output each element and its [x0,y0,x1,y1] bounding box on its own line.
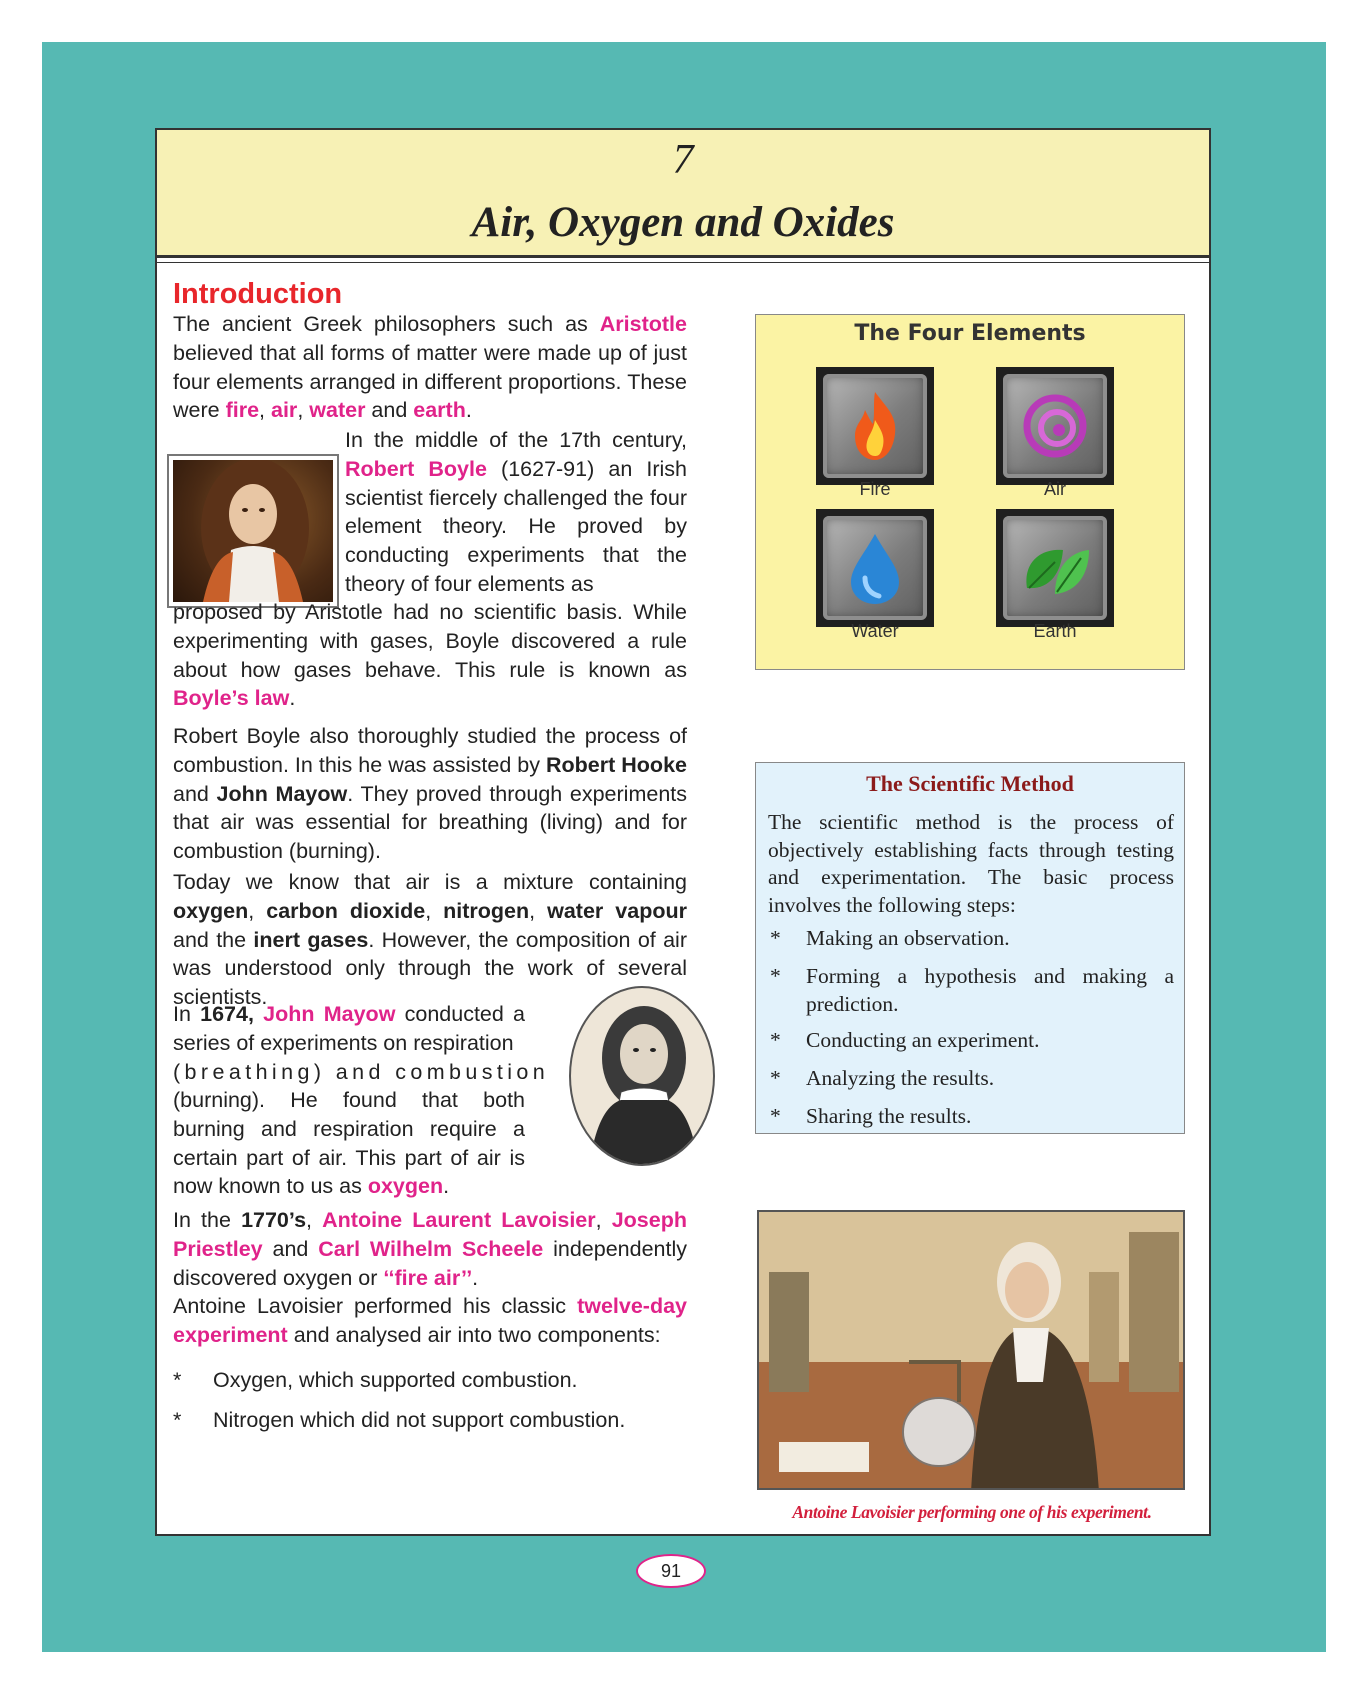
intro-heading: Introduction [173,278,343,310]
chapter-number: 7 [672,137,694,183]
four-elements-title: The Four Elements [854,321,1086,346]
fire-tile [816,367,934,485]
header-divider [157,262,1209,263]
intro-paragraph-1: The ancient Greek philosophers such as Aristotle believed that all forms of matter were made up of just four elements arranged in different proportions. These were fire, air, water and earth. [173,312,687,423]
page-number: 91 [636,1554,706,1588]
robert-boyle-portrait [167,454,339,608]
intro-paragraph-5a: In 1674, John Mayow conducted a series of experiments on respiration [173,1002,526,1055]
john-mayow-portrait [569,986,715,1166]
earth-label: Earth [1033,621,1077,641]
intro-paragraph-4: Today we know that air is a mixture containing oxygen, carbon dioxide, nitrogen, water vapour and the inert gases. However, the composition of air was understood only through the work of several scientists. [173,870,687,1010]
scientific-method-title: The Scientific Method [866,771,1074,796]
earth-tile [996,509,1114,627]
lavoisier-caption: Antoine Lavoisier performing one of his experiment. [792,1502,1152,1522]
air-swirl-icon [1015,386,1095,466]
chapter-header [157,130,1209,258]
scientific-method-text: The scientific method is the process of objectively establishing facts through testing and experimentation. The basic process involves the following steps: [768,810,1174,917]
four-elements-box [755,314,1185,670]
fire-icon [835,386,915,466]
leaf-icon [1015,528,1095,608]
water-label: Water [851,621,899,641]
fire-label: Fire [859,479,891,499]
intro-paragraph-5b: (burning). He found that both burning and respiration require a certain part of air. This part of air is now known to us as oxygen. [173,1088,525,1199]
water-tile [816,509,934,627]
scientific-method-box: The Scientific Method The scientific method is the process of objectively establishing facts through testing and experimentation. The basic process involves the following steps: * Making an observation. * Forming a hypothesis and making a prediction. * Conducting an experiment. * Analyzing the results. * Sharing the results. [755,762,1185,1134]
chapter-title: Air, Oxygen and Oxides [471,199,895,246]
intro-paragraph-6: In the 1770’s, Antoine Laurent Lavoisier, Joseph Priestley and Carl Wilhelm Scheele independently discovered oxygen or ‘‘fire air’’. [173,1208,687,1290]
textbook-page: 7 Air, Oxygen and Oxides Introduction The ancient Greek philosophers such as Aristotle believed that all forms of matter were made up of just four elements arranged in different proportions. These were fire, air, water and earth. In the middle of the 17th century, Robert Boyle (1627-91) an Irish scientist fiercely challenged the four element theory. He proved by conducting experiments that the theory of four elements as proposed by Aristotle had no scientific basis. While experimenting with gases, Boyle discovered a rule about how gases behave. This rule is known as Boyle’s law. Robert Boyle also thoroughly studied the process of combustion. In this he was assisted by Robert Hooke and John Mayow. They proved through experiments that air was essential for breathing (living) and for combustion (burning). Today we know that air is a mixture containing oxygen, carbon dioxide, nitrogen, water vapour and the inert gases. However, the composition of air was understood only through the work of several scientists. In 1674, John Mayow conducted a series of experiments on respiration (breathing) and combustion (burning). He found that both burning and respiration require a certain part of air. This part of air is now known to us as oxygen. In the 1770’s, Antoine Laurent Lavoisier, Joseph Priestley and Carl Wilhelm Scheele independently discovered oxygen or ‘‘fire air’’. Antoine Lavoisier performed his classic twelve-day experiment and analysed air into two components: * Oxygen, which supported combustion. * Nitrogen which did not support combustion. The Four Elements Fire Air Water Earth The Scientific Method The scientific method is the process of objectively establishing facts through testing and experimentation. The basic process involves the following steps: * Making an observation. * Forming a hypothesis and making a prediction. * Conducting an experiment. * Analyzing the results. * Sharing the results. Antoine Lavoisier performing one of his experiment. [155,128,1211,1536]
intro-paragraph-7: Antoine Lavoisier performed his classic twelve-day experiment and analysed air into two components: [173,1294,687,1347]
water-drop-icon [835,528,915,608]
lavoisier-illustration [757,1210,1185,1490]
air-label: Air [1044,479,1066,499]
intro-paragraph-2b: proposed by Aristotle had no scientific basis. While experimenting with gases, Boyle discovered a rule about how gases behave. This rule is known as Boyle’s law. [173,600,687,711]
intro-paragraph-5-spaced: (breathing) and combustion [173,1060,550,1084]
intro-paragraph-2a: In the middle of the 17th century, Robert Boyle (1627-91) an Irish scientist fiercely challenged the four element theory. He proved by conducting experiments that the theory of four elements as [345,428,687,596]
air-tile [996,367,1114,485]
intro-paragraph-3: Robert Boyle also thoroughly studied the process of combustion. In this he was assisted by Robert Hooke and John Mayow. They proved through experiments that air was essential for breathing (living) and for combustion (burning). [173,724,687,864]
